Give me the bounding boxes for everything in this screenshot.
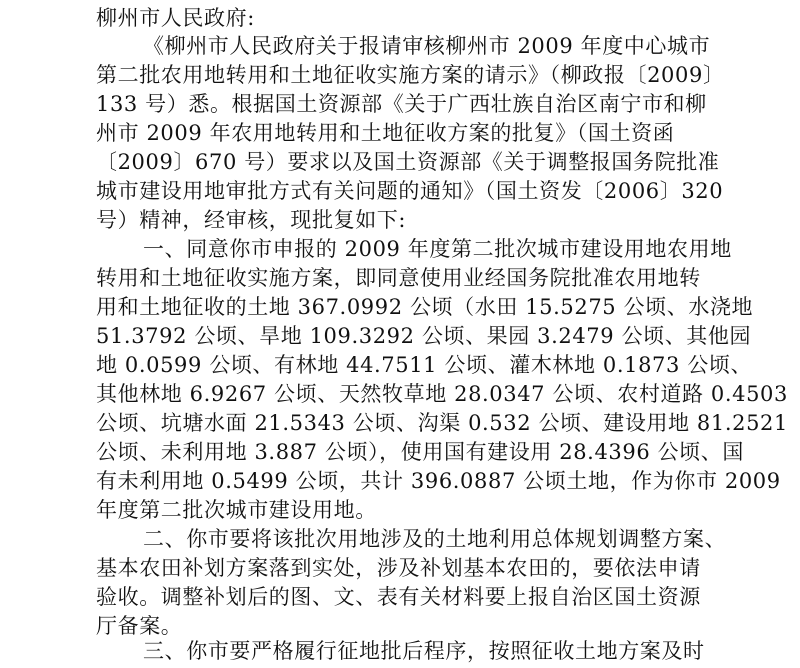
text-line: 验收。调整补划后的图、文、表有关材料要上报自治区国土资源: [96, 585, 701, 609]
text-line: 《柳州市人民政府关于报请审核柳州市 2009 年度中心城市: [143, 34, 711, 58]
text-line: 厅备案。: [96, 614, 183, 638]
text-line: 〔2009〕670 号）要求以及国土资源部《关于调整报国务院批准: [96, 150, 720, 174]
text-line: 一、同意你市申报的 2009 年度第二批次城市建设用地农用地: [143, 237, 732, 261]
text-line: 51.3792 公顷、旱地 109.3292 公顷、果园 3.2479 公顷、其他园: [96, 324, 752, 348]
text-line: 二、你市要将该批次用地涉及的土地利用总体规划调整方案、: [143, 527, 727, 551]
salutation: 柳州市人民政府:: [96, 6, 255, 30]
text-line: 州市 2009 年农用地转用和土地征收方案的批复》（国土资函: [96, 121, 675, 145]
text-line: 公顷、坑塘水面 21.5343 公顷、沟渠 0.532 公顷、建设用地 81.2521: [96, 411, 788, 435]
text-line: 基本农田补划方案落到实处，涉及补划基本农田的，要依法申请: [96, 556, 701, 580]
text-line: 三、你市要严格履行征地批后程序，按照征收土地方案及时: [143, 639, 705, 663]
text-line: 有未利用地 0.5499 公顷，共计 396.0887 公顷土地，作为你市 2009: [96, 469, 781, 493]
text-line: 年度第二批次城市建设用地。: [96, 498, 377, 522]
text-line: 公顷、未利用地 3.887 公顷），使用国有建设用 28.4396 公顷、国: [96, 440, 744, 464]
text-line: 转用和土地征收实施方案，即同意使用业经国务院批准农用地转: [96, 266, 701, 290]
text-line: 其他林地 6.9267 公顷、天然牧草地 28.0347 公顷、农村道路 0.4503: [96, 382, 788, 406]
text-line: 用和土地征收的土地 367.0992 公顷（水田 15.5275 公顷、水浇地: [96, 295, 754, 319]
text-line: 城市建设用地审批方式有关问题的通知》（国土资发〔2006〕320: [96, 179, 724, 203]
text-line: 第二批农用地转用和土地征收实施方案的请示》（柳政报〔2009〕: [96, 63, 725, 87]
text-line: 地 0.0599 公顷、有林地 44.7511 公顷、灌木林地 0.1873 公顷、: [96, 353, 753, 377]
text-line: 133 号）悉。根据国土资源部《关于广西壮族自治区南宁市和柳: [96, 92, 707, 116]
text-line: 号）精神，经审核，现批复如下:: [96, 208, 407, 232]
